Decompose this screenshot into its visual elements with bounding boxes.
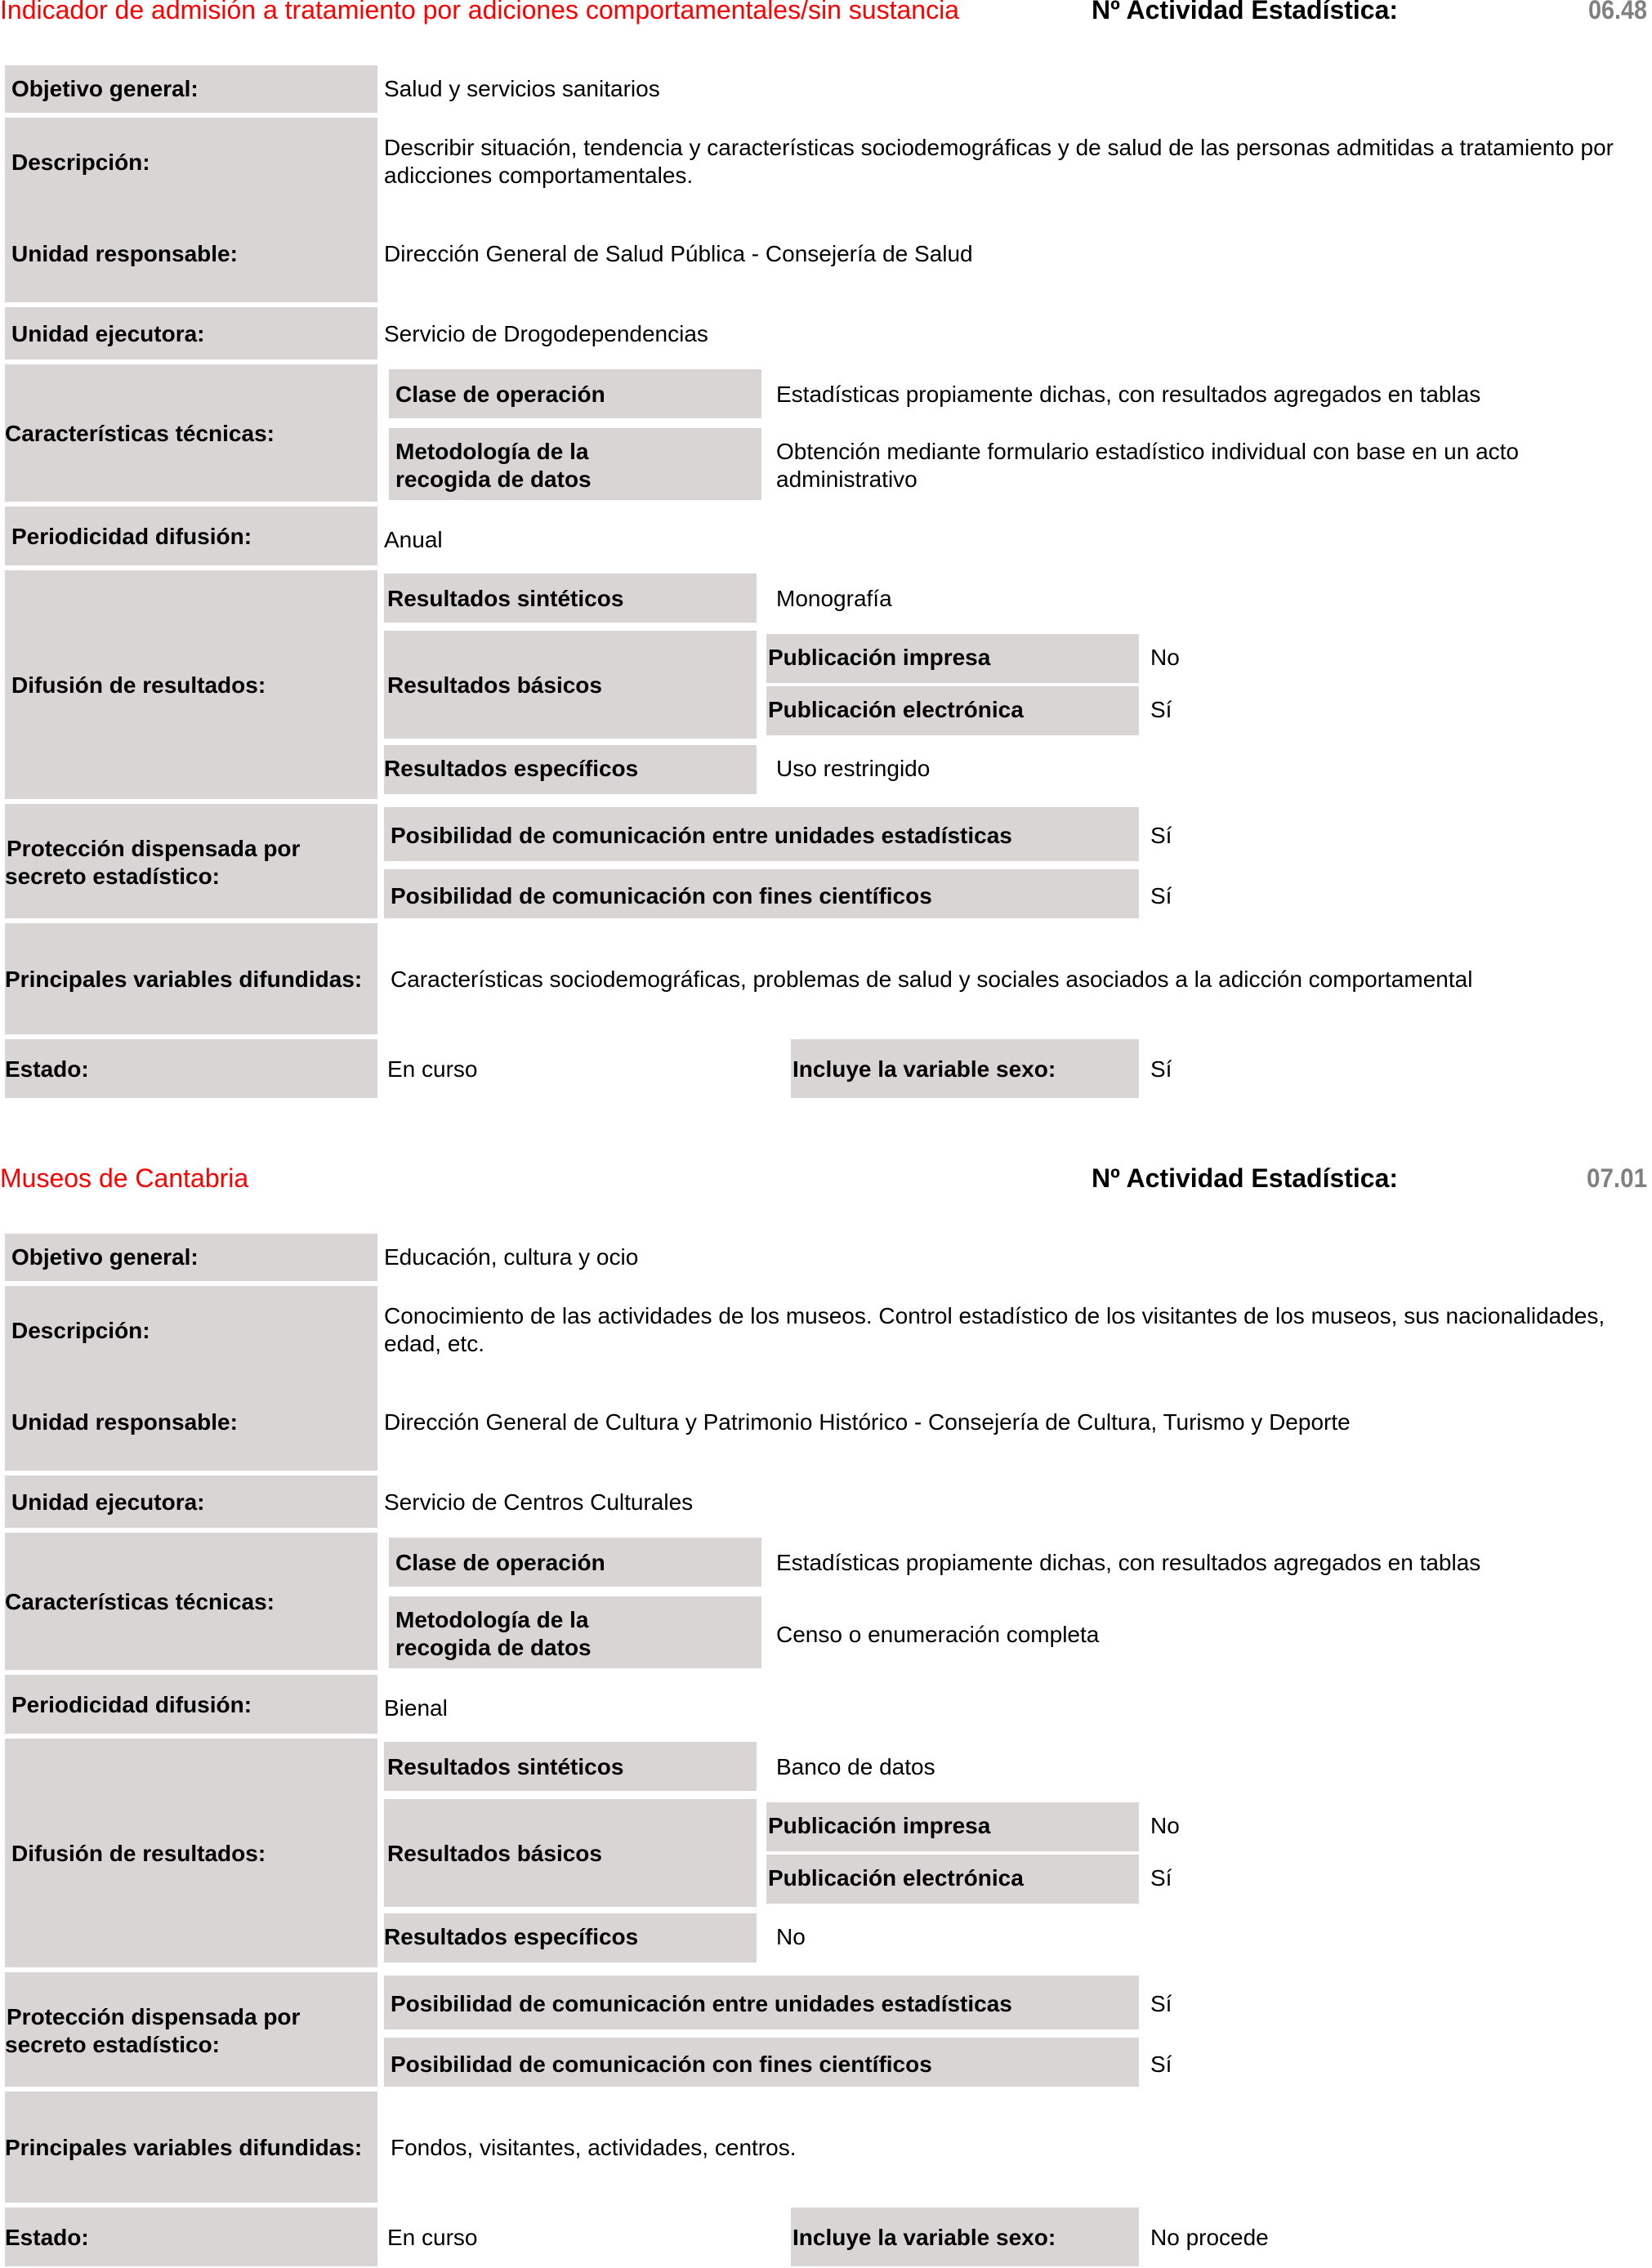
- specific-results-label: Resultados específicos: [384, 756, 639, 781]
- electronic-publication-label: Publicación electrónica: [768, 697, 1024, 722]
- sex-variable-value: No procede: [1150, 2225, 1269, 2250]
- methodology-label-line2: recogida de datos: [395, 1635, 592, 1660]
- synthetic-results-value: Banco de datos: [776, 1754, 935, 1779]
- periodicity-label: Periodicidad difusión:: [11, 524, 252, 549]
- comm-units-label: Posibilidad de comunicación entre unidades estadísticas: [391, 1991, 1012, 2016]
- description-value-line1: Describir situación, tendencia y características sociodemográficas y de salud de las personas admitidas a tratamiento por: [384, 135, 1614, 160]
- periodicity-value: Bienal: [384, 1695, 448, 1721]
- objective-label: Objetivo general:: [11, 76, 199, 101]
- specific-results-value: No: [776, 1924, 806, 1949]
- objective-value: Educación, cultura y ocio: [384, 1244, 639, 1270]
- comm-scientific-value: Sí: [1150, 2051, 1172, 2077]
- periodicity-label: Periodicidad difusión:: [11, 1692, 252, 1717]
- synthetic-results-value: Monografía: [776, 586, 892, 611]
- dissemination-label: Difusión de resultados:: [11, 672, 266, 698]
- main-variables-value: Características sociodemográficas, problemas de salud y sociales asociados a la adicción comportamental: [391, 967, 1473, 992]
- comm-units-value: Sí: [1150, 1991, 1172, 2016]
- printed-publication-label: Publicación impresa: [768, 645, 991, 670]
- executing-unit-value: Servicio de Centros Culturales: [384, 1489, 694, 1515]
- status-label: Estado:: [5, 2225, 89, 2250]
- executing-unit-label: Unidad ejecutora:: [11, 321, 205, 346]
- comm-scientific-value: Sí: [1150, 883, 1172, 909]
- status-value: En curso: [387, 2225, 478, 2250]
- basic-results-label: Resultados básicos: [387, 1841, 602, 1866]
- activity-number-label: Nº Actividad Estadística:: [1092, 0, 1399, 25]
- operation-class-label: Clase de operación: [395, 1550, 605, 1575]
- description-value-line1: Conocimiento de las actividades de los museos. Control estadístico de los visitantes de los museos, sus nacionalidades,: [384, 1303, 1605, 1328]
- dissemination-label: Difusión de resultados:: [11, 1841, 266, 1866]
- responsible-unit-label: Unidad responsable:: [11, 241, 238, 266]
- methodology-value-line1: Obtención mediante formulario estadístico individual con base en un acto: [776, 439, 1519, 464]
- description-value-line2: edad, etc.: [384, 1331, 484, 1356]
- electronic-publication-value: Sí: [1150, 1865, 1172, 1891]
- activity-title: Museos de Cantabria: [0, 1163, 249, 1193]
- electronic-publication-label: Publicación electrónica: [768, 1865, 1024, 1891]
- specific-results-label: Resultados específicos: [384, 1924, 639, 1949]
- objective-label: Objetivo general:: [11, 1244, 199, 1270]
- sex-variable-label: Incluye la variable sexo:: [793, 2225, 1056, 2250]
- comm-units-value: Sí: [1150, 823, 1172, 848]
- methodology-label-line2: recogida de datos: [395, 467, 592, 492]
- printed-publication-label: Publicación impresa: [768, 1813, 991, 1838]
- label-cell: [5, 118, 377, 302]
- activity-number-label: Nº Actividad Estadística:: [1092, 1163, 1399, 1193]
- activity-number: 07.01: [1587, 1163, 1648, 1193]
- comm-scientific-label: Posibilidad de comunicación con fines científicos: [391, 883, 932, 909]
- executing-unit-value: Servicio de Drogodependencias: [384, 321, 708, 346]
- description-label: Descripción:: [11, 1318, 150, 1343]
- responsible-unit-label: Unidad responsable:: [11, 1409, 238, 1435]
- electronic-publication-value: Sí: [1150, 697, 1172, 722]
- technical-characteristics-label: Características técnicas:: [5, 1589, 275, 1614]
- description-value-line2: adicciones comportamentales.: [384, 163, 694, 188]
- description-label: Descripción:: [11, 150, 150, 175]
- technical-characteristics-label: Características técnicas:: [5, 421, 275, 446]
- methodology-label-line1: Metodología de la: [395, 439, 589, 464]
- main-variables-label: Principales variables difundidas:: [5, 967, 363, 992]
- responsible-unit-value: Dirección General de Cultura y Patrimonio Histórico - Consejería de Cultura, Turismo y Deporte: [384, 1409, 1351, 1435]
- periodicity-value: Anual: [384, 527, 443, 552]
- operation-class-label: Clase de operación: [395, 382, 605, 407]
- operation-class-value: Estadísticas propiamente dichas, con resultados agregados en tablas: [776, 1550, 1481, 1575]
- responsible-unit-value: Dirección General de Salud Pública - Consejería de Salud: [384, 241, 973, 266]
- methodology-value-line2: administrativo: [776, 467, 918, 492]
- status-label: Estado:: [5, 1056, 89, 1082]
- main-variables-value: Fondos, visitantes, actividades, centros.: [391, 2135, 797, 2160]
- label-cell: [5, 1286, 377, 1471]
- protection-label-line1: Protección dispensada por: [7, 2004, 301, 2029]
- methodology-value-line1: Censo o enumeración completa: [776, 1622, 1100, 1647]
- methodology-label-line1: Metodología de la: [395, 1607, 589, 1632]
- main-variables-label: Principales variables difundidas:: [5, 2135, 363, 2160]
- basic-results-label: Resultados básicos: [387, 672, 602, 698]
- protection-label-line1: Protección dispensada por: [7, 836, 301, 861]
- printed-publication-value: No: [1150, 1813, 1180, 1838]
- protection-label-line2: secreto estadístico:: [5, 864, 220, 889]
- comm-scientific-label: Posibilidad de comunicación con fines científicos: [391, 2051, 932, 2077]
- activity-title: Indicador de admisión a tratamiento por adiciones comportamentales/sin sustancia: [0, 0, 959, 25]
- synthetic-results-label: Resultados sintéticos: [387, 1754, 624, 1779]
- operation-class-value: Estadísticas propiamente dichas, con resultados agregados en tablas: [776, 382, 1481, 407]
- protection-label-line2: secreto estadístico:: [5, 2032, 220, 2057]
- comm-units-label: Posibilidad de comunicación entre unidades estadísticas: [391, 823, 1012, 848]
- synthetic-results-label: Resultados sintéticos: [387, 586, 624, 611]
- sex-variable-value: Sí: [1150, 1056, 1172, 1082]
- sex-variable-label: Incluye la variable sexo:: [793, 1056, 1056, 1082]
- specific-results-value: Uso restringido: [776, 756, 931, 781]
- status-value: En curso: [387, 1056, 478, 1082]
- activity-number: 06.48: [1588, 0, 1648, 25]
- executing-unit-label: Unidad ejecutora:: [11, 1489, 205, 1515]
- objective-value: Salud y servicios sanitarios: [384, 76, 660, 101]
- printed-publication-value: No: [1150, 645, 1180, 670]
